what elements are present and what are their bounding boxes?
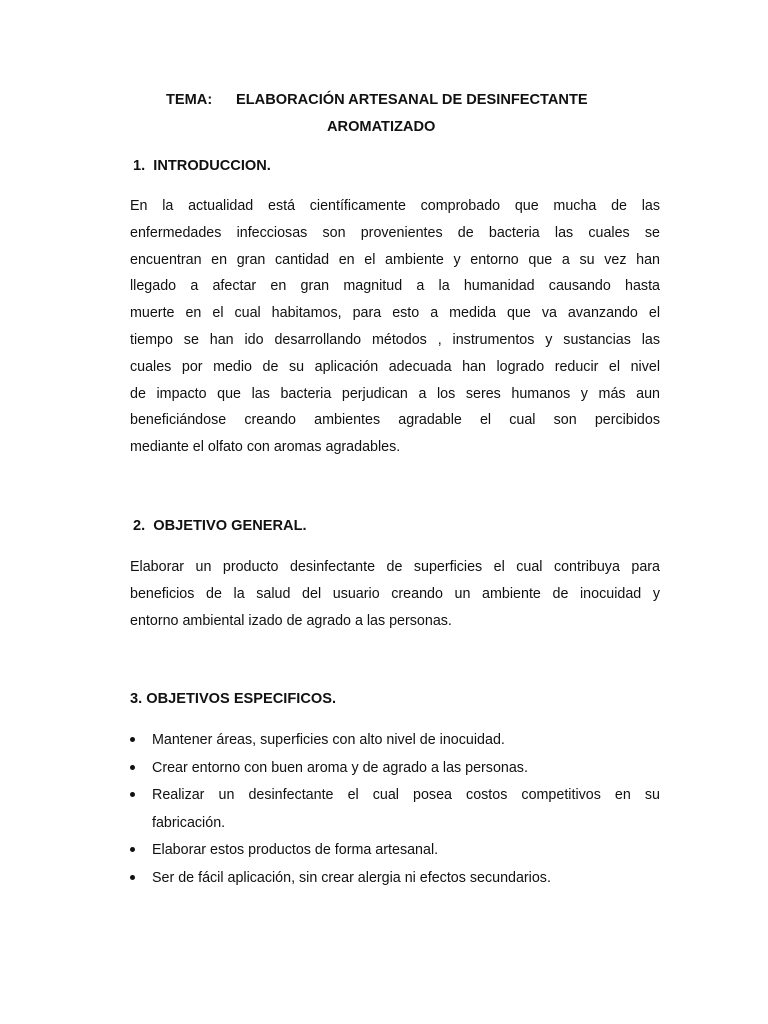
objetivos-especificos-list xyxy=(130,727,660,893)
document-title-label: TEMA: xyxy=(166,92,213,108)
section-title: INTRODUCCION. xyxy=(153,158,271,174)
section-title: OBJETIVOS ESPECIFICOS. xyxy=(146,691,336,707)
paragraph-line: En la actualidad está científicamente comprobado que mucha de las xyxy=(130,198,660,214)
section-number: 3. xyxy=(130,691,143,707)
list-item-text: Realizar un desinfectante el cual posea costos competitivos en su xyxy=(152,787,660,804)
list-item-text-continuation: fabricación. xyxy=(152,814,226,831)
paragraph-line: tiempo se han ido desarrollando métodos , instrumentos y sustancias las xyxy=(130,331,660,348)
paragraph-line: encuentran en gran cantidad en el ambiente y entorno que a su vez han xyxy=(130,251,660,268)
list-item-text: Ser de fácil aplicación, sin crear alergia ni efectos secundarios. xyxy=(152,869,551,886)
list-item-text: Mantener áreas, superficies con alto nivel de inocuidad. xyxy=(152,732,505,748)
paragraph-line: entorno ambiental izado de agrado a las personas. xyxy=(130,612,452,629)
document-title-line-2: AROMATIZADO xyxy=(327,119,436,135)
section-heading-introduccion xyxy=(133,158,271,174)
introduccion-paragraph xyxy=(130,193,660,461)
section-number: 1. xyxy=(133,158,146,174)
list-item xyxy=(130,755,660,783)
bullet-icon xyxy=(130,792,135,797)
paragraph-line: cuales por medio de su aplicación adecuada han logrado reducir el nivel xyxy=(130,358,660,375)
paragraph-line: enfermedades infecciosas son provenientes de bacteria las cuales se xyxy=(130,224,660,241)
paragraph-line: beneficiándose creando ambientes agradable el cual son percibidos xyxy=(130,412,660,429)
list-item xyxy=(130,865,660,893)
list-item xyxy=(130,727,660,755)
bullet-icon xyxy=(130,765,135,770)
paragraph-line: Elaborar un producto desinfectante de superficies el cual contribuya para xyxy=(130,559,660,575)
list-item xyxy=(130,837,660,865)
paragraph-line: beneficios de la salud del usuario creando un ambiente de inocuidad y xyxy=(130,585,660,602)
paragraph-line: muerte en el cual habitamos, para esto a medida que va avanzando el xyxy=(130,305,660,322)
section-heading-objetivo-general xyxy=(133,518,307,534)
paragraph-line: mediante el olfato con aromas agradables. xyxy=(130,439,401,456)
bullet-icon xyxy=(130,737,135,742)
bullet-icon xyxy=(130,847,135,852)
document-title-line-1: ELABORACIÓN ARTESANAL DE DESINFECTANTE xyxy=(236,92,588,108)
paragraph-line: llegado a afectar en gran magnitud a la humanidad causando hasta xyxy=(130,278,660,295)
section-heading-objetivos-especificos xyxy=(130,691,336,707)
list-item-text: Crear entorno con buen aroma y de agrado a las personas. xyxy=(152,759,528,776)
paragraph-line: de impacto que las bacteria perjudican a los seres humanos y más aun xyxy=(130,385,660,402)
bullet-icon xyxy=(130,875,135,880)
list-item-text: Elaborar estos productos de forma artesanal. xyxy=(152,842,439,859)
list-item xyxy=(130,782,660,837)
objetivo-general-paragraph xyxy=(130,554,660,634)
section-number: 2. xyxy=(133,518,146,534)
section-title: OBJETIVO GENERAL. xyxy=(153,518,307,534)
